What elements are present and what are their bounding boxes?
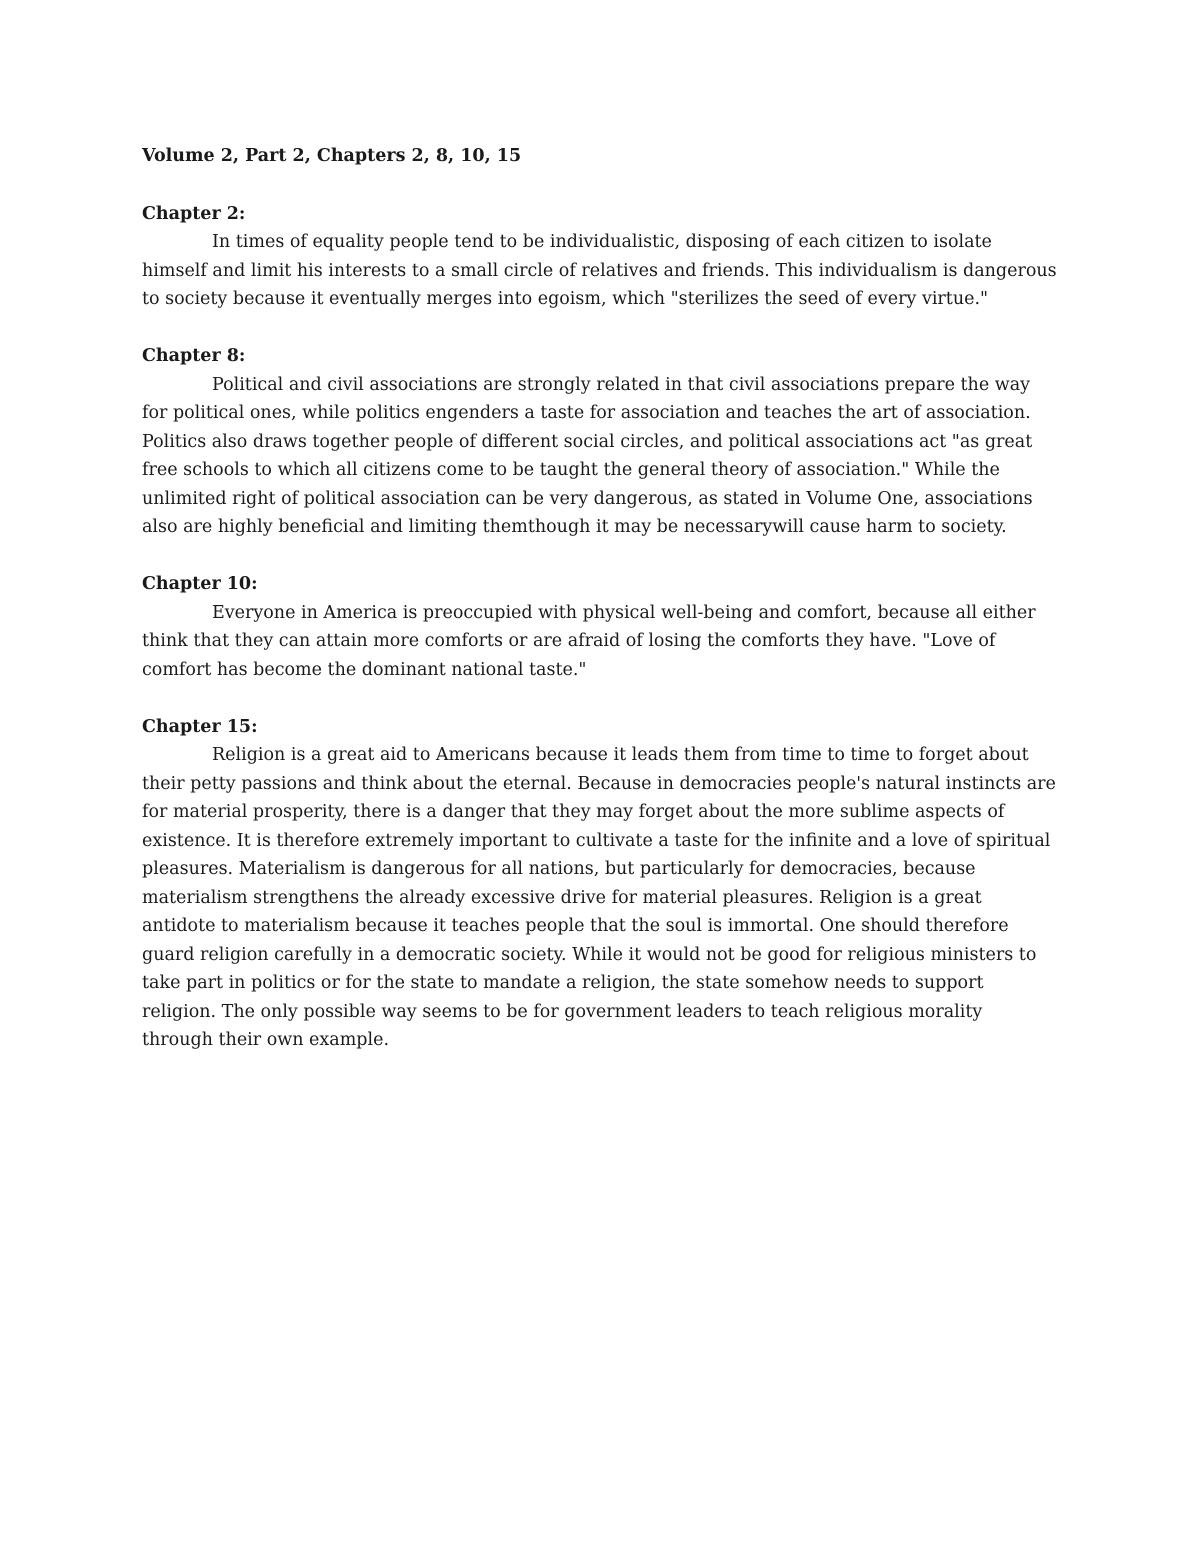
chapter-section-15 bbox=[142, 713, 1057, 1055]
document-body bbox=[142, 142, 1057, 1083]
chapter-section-8 bbox=[142, 342, 1057, 542]
chapter-heading: Chapter 2: bbox=[142, 203, 246, 224]
chapter-section-10 bbox=[142, 570, 1057, 684]
chapter-paragraph: In times of equality people tend to be individualistic, disposing of each citizen to isolate himself and limit his interests to a small circle of relatives and friends. This individualism is dangerous to society because it eventually merges into egoism, which "sterilizes the seed of every virtue." bbox=[142, 232, 1057, 309]
document-title: Volume 2, Part 2, Chapters 2, 8, 10, 15 bbox=[142, 146, 522, 166]
chapter-paragraph: Everyone in America is preoccupied with physical well-being and comfort, because all either think that they can attain more comforts or are afraid of losing the comforts they have. "Love of comfort has become the dominant national taste." bbox=[142, 602, 1036, 680]
chapter-heading: Chapter 10: bbox=[142, 574, 258, 594]
chapter-heading: Chapter 8: bbox=[142, 346, 246, 366]
chapter-section-2 bbox=[142, 200, 1057, 314]
chapter-paragraph: Political and civil associations are strongly related in that civil associations prepare the way for political ones, while politics engenders a taste for association and teaches the art of association. Politics also draws together people of different social circles, and political associations act "as great free schools to which all citizens come to be taught the general theory of association." While the unlimited right of political association can be very dangerous, as stated in Volume One, associations also are highly beneficial and limiting themthough it may be necessarywill cause harm to society. bbox=[142, 374, 1033, 537]
chapter-paragraph: Religion is a great aid to Americans because it leads them from time to time to forget about their petty passions and think about the eternal. Because in democracies people's natural instincts are for material prosperity, there is a danger that they may forget about the more sublime aspects of existence. It is therefore extremely important to cultivate a taste for the infinite and a love of spiritual pleasures. Materialism is dangerous for all nations, but particularly for democracies, because materialism strengthens the already excessive drive for material pleasures. Religion is a great antidote to materialism because it teaches people that the soul is immortal. One should therefore guard religion carefully in a democratic society. While it would not be good for religious ministers to take part in politics or for the state to mandate a religion, the state somehow needs to support religion. The only possible way seems to be for government leaders to teach religious morality through their own example. bbox=[142, 745, 1056, 1050]
chapter-heading: Chapter 15: bbox=[142, 716, 258, 737]
